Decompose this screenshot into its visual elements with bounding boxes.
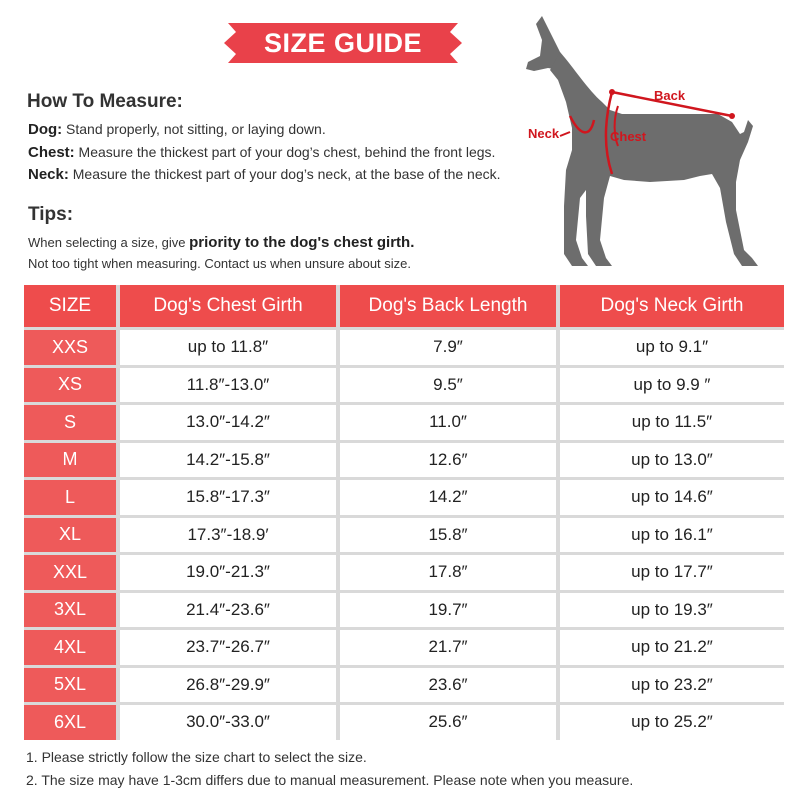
note-1: 1. Please strictly follow the size chart to select the size. bbox=[26, 749, 367, 765]
tips-heading: Tips: bbox=[28, 204, 74, 225]
table-cell-neck: up to 17.7″ bbox=[560, 555, 784, 590]
label-neck: Neck bbox=[528, 126, 560, 141]
size-label-cell: 6XL bbox=[24, 705, 116, 740]
table-cell-chest: 11.8″-13.0″ bbox=[120, 368, 336, 403]
header-back: Dog's Back Length bbox=[340, 285, 556, 327]
tip-line-2: Not too tight when measuring. Contact us when unsure about size. bbox=[28, 256, 411, 271]
table-cell-neck: up to 25.2″ bbox=[560, 705, 784, 740]
table-cell-chest: 15.8″-17.3″ bbox=[120, 480, 336, 515]
measure-line-dog bbox=[28, 121, 326, 138]
measure-text-neck: Measure the thickest part of your dog’s neck, at the base of the neck. bbox=[68, 166, 501, 182]
dog-measurement-diagram bbox=[500, 10, 790, 280]
table-cell-neck: up to 14.6″ bbox=[560, 480, 784, 515]
table-cell-chest: 30.0″-33.0″ bbox=[120, 705, 336, 740]
table-cell-back: 12.6″ bbox=[340, 443, 556, 478]
measure-term-neck: Neck: bbox=[28, 166, 69, 183]
size-label-cell: XXL bbox=[24, 555, 116, 590]
tip-line-1 bbox=[28, 234, 414, 251]
table-cell-chest: 14.2″-15.8″ bbox=[120, 443, 336, 478]
size-table bbox=[24, 285, 784, 740]
how-to-measure-heading: How To Measure: bbox=[27, 91, 183, 112]
table-cell-chest: 23.7″-26.7″ bbox=[120, 630, 336, 665]
header-chest: Dog's Chest Girth bbox=[120, 285, 336, 327]
size-label-cell: 4XL bbox=[24, 630, 116, 665]
banner-title: SIZE GUIDE bbox=[263, 28, 423, 58]
measure-line-chest bbox=[28, 144, 495, 161]
measure-line-neck bbox=[28, 166, 501, 183]
table-cell-neck: up to 23.2″ bbox=[560, 668, 784, 703]
tip-line-1-prefix: When selecting a size, give bbox=[28, 235, 190, 250]
header-neck: Dog's Neck Girth bbox=[560, 285, 784, 327]
size-label-cell: L bbox=[24, 480, 116, 515]
measure-term-chest: Chest: bbox=[28, 144, 75, 161]
table-cell-back: 7.9″ bbox=[340, 330, 556, 365]
table-cell-back: 21.7″ bbox=[340, 630, 556, 665]
table-cell-back: 11.0″ bbox=[340, 405, 556, 440]
size-label-cell: XS bbox=[24, 368, 116, 403]
table-cell-back: 15.8″ bbox=[340, 518, 556, 553]
table-cell-chest: 19.0″-21.3″ bbox=[120, 555, 336, 590]
measure-text-dog: Stand properly, not sitting, or laying down. bbox=[62, 121, 326, 137]
size-label-cell: 5XL bbox=[24, 668, 116, 703]
table-cell-neck: up to 13.0″ bbox=[560, 443, 784, 478]
table-cell-chest: 26.8″-29.9″ bbox=[120, 668, 336, 703]
table-cell-neck: up to 11.5″ bbox=[560, 405, 784, 440]
table-cell-neck: up to 21.2″ bbox=[560, 630, 784, 665]
table-cell-back: 17.8″ bbox=[340, 555, 556, 590]
neck-measure-arrow bbox=[560, 132, 570, 136]
back-measure-end-dot bbox=[729, 113, 735, 119]
tip-line-1-bold: priority to the dog's chest girth. bbox=[189, 234, 415, 251]
table-cell-neck: up to 16.1″ bbox=[560, 518, 784, 553]
size-label-cell: M bbox=[24, 443, 116, 478]
size-label-cell: XXS bbox=[24, 330, 116, 365]
label-chest: Chest bbox=[610, 129, 647, 144]
table-cell-chest: 21.4″-23.6″ bbox=[120, 593, 336, 628]
measure-term-dog: Dog: bbox=[28, 121, 63, 138]
table-cell-back: 25.6″ bbox=[340, 705, 556, 740]
table-cell-back: 19.7″ bbox=[340, 593, 556, 628]
size-label-cell: S bbox=[24, 405, 116, 440]
table-cell-chest: up to 11.8″ bbox=[120, 330, 336, 365]
size-label-cell: XL bbox=[24, 518, 116, 553]
table-cell-neck: up to 19.3″ bbox=[560, 593, 784, 628]
table-cell-neck: up to 9.9 ″ bbox=[560, 368, 784, 403]
table-cell-back: 23.6″ bbox=[340, 668, 556, 703]
table-cell-back: 9.5″ bbox=[340, 368, 556, 403]
header-size: SIZE bbox=[24, 285, 116, 327]
note-2: 2. The size may have 1-3cm differs due to manual measurement. Please note when you measure. bbox=[26, 772, 634, 788]
table-cell-back: 14.2″ bbox=[340, 480, 556, 515]
measure-text-chest: Measure the thickest part of your dog’s chest, behind the front legs. bbox=[74, 144, 496, 160]
table-cell-chest: 13.0″-14.2″ bbox=[120, 405, 336, 440]
size-guide-banner bbox=[222, 20, 464, 66]
label-back: Back bbox=[654, 88, 686, 103]
table-cell-neck: up to 9.1″ bbox=[560, 330, 784, 365]
size-label-cell: 3XL bbox=[24, 593, 116, 628]
table-cell-chest: 17.3″-18.9′ bbox=[120, 518, 336, 553]
